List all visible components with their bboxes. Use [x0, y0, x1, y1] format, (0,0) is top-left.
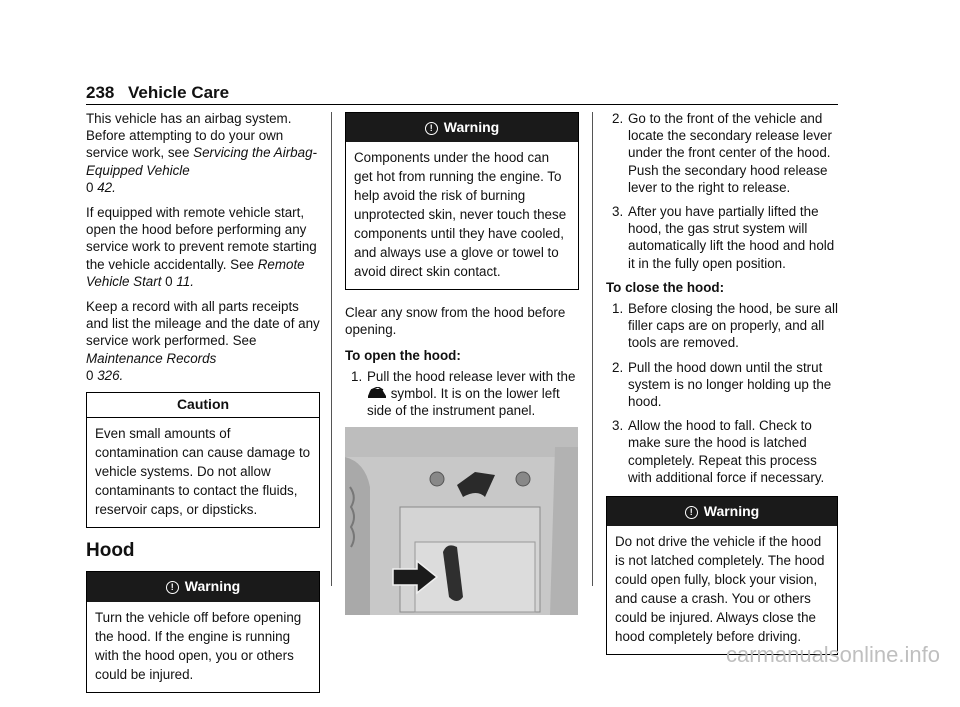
- page-header: [86, 80, 838, 105]
- list-item: 1. Before closing the hood, be sure all filler caps are on properly, and all tools are removed.: [612, 301, 838, 351]
- warning-text-3: Do not drive the vehicle if the hood is not latched completely. The hood could open fully, block your vision, and cause a crash. You or others could be injured. Always close the hood completely before driving.: [615, 534, 825, 645]
- watermark: carmanualsonline.info: [725, 642, 940, 667]
- open-steps: [345, 368, 579, 420]
- column-1: [86, 110, 320, 707]
- column-2: [345, 110, 579, 615]
- xref-airbag[interactable]: Servicing the Airbag-Equipped Vehicle: [86, 145, 317, 178]
- warning-title-1: ! Warning: [87, 572, 319, 601]
- page-number: 238: [86, 83, 115, 102]
- caution-text: Even small amounts of contamination can cause damage to vehicle systems. Do not allow contaminants to contact the fluids, reservoir caps, or dipsticks.: [87, 417, 319, 527]
- list-item: 2. Go to the front of the vehicle and locate the secondary release lever under the front center of the hood. Push the secondary hood release lever to the right to release.: [612, 111, 832, 195]
- warning-title-2: ! Warning: [346, 113, 578, 142]
- records-paragraph: Keep a record with all parts receipts and list the mileage and the date of any service work performed. See Maintenance Records 0 326.: [86, 299, 320, 383]
- page-ref-icon: 0: [86, 367, 94, 383]
- warning-icon: !: [166, 581, 179, 594]
- section-title: Vehicle Care: [128, 83, 230, 102]
- snow-paragraph: Clear any snow from the hood before opening.: [345, 305, 566, 338]
- list-item: 1. Pull the hood release lever with the symbol. It is on the lower left side of the instrument panel.: [351, 368, 576, 419]
- warning-box-2: [345, 112, 579, 290]
- xref-maintenance[interactable]: Maintenance Records: [86, 350, 217, 366]
- caution-box: [86, 392, 320, 528]
- list-item: 3. After you have partially lifted the hood, the gas strut system will automatically lift the hood and hold it in the fully open position.: [612, 204, 835, 271]
- hood-release-icon: [367, 387, 387, 400]
- warning-icon: !: [425, 122, 438, 135]
- xref-maintenance-page[interactable]: 326.: [97, 367, 124, 383]
- page-ref-icon: 0: [165, 273, 173, 289]
- column-divider: [331, 112, 332, 586]
- list-item: 2. Pull the hood down until the strut system is no longer holding up the hood.: [612, 359, 832, 410]
- remote-start-paragraph: If equipped with remote vehicle start, open the hood before performing any service work to prevent remote starting the vehicle accidentally. See Remote Vehicle Start 0 11.: [86, 205, 317, 289]
- warning-text-1: Turn the vehicle off before opening the hood. If the engine is running with the hood open, you or others could be injured.: [95, 609, 302, 682]
- warning-icon: !: [685, 506, 698, 519]
- list-item: 3. Allow the hood to fall. Check to make sure the hood is latched completely. Repeat this process with additional force if necessary.: [612, 418, 825, 485]
- close-hood-label: To close the hood:: [606, 279, 725, 295]
- close-steps: [606, 300, 838, 486]
- caution-title: Caution: [176, 396, 230, 413]
- warning-box-1: [86, 571, 320, 692]
- xref-remote-start-page[interactable]: 11.: [176, 273, 194, 289]
- hood-release-lever-photo: [345, 427, 578, 615]
- xref-remote-start[interactable]: Remote Vehicle Start: [86, 256, 305, 289]
- warning-title-3: ! Warning: [607, 497, 837, 526]
- airbag-paragraph: This vehicle has an airbag system. Before attempting to do your own service work, see Servicing the Airbag-Equipped Vehicle 0 42.: [86, 111, 317, 195]
- hood-heading: Hood: [86, 540, 135, 562]
- warning-text-2: Components under the hood can get hot from running the engine. To help avoid the risk of burning unprotected skin, never touch these components until they have cooled, and always use a glove or towel to avoid direct skin contact.: [354, 150, 567, 280]
- xref-airbag-page[interactable]: 42.: [97, 179, 116, 195]
- open-steps-continued: [606, 110, 838, 272]
- column-divider: [592, 112, 593, 586]
- lever-illustration: [345, 427, 578, 615]
- page-ref-icon: 0: [86, 179, 94, 195]
- column-3: [606, 110, 838, 669]
- warning-box-3: [606, 496, 838, 655]
- open-hood-label: To open the hood:: [345, 347, 461, 363]
